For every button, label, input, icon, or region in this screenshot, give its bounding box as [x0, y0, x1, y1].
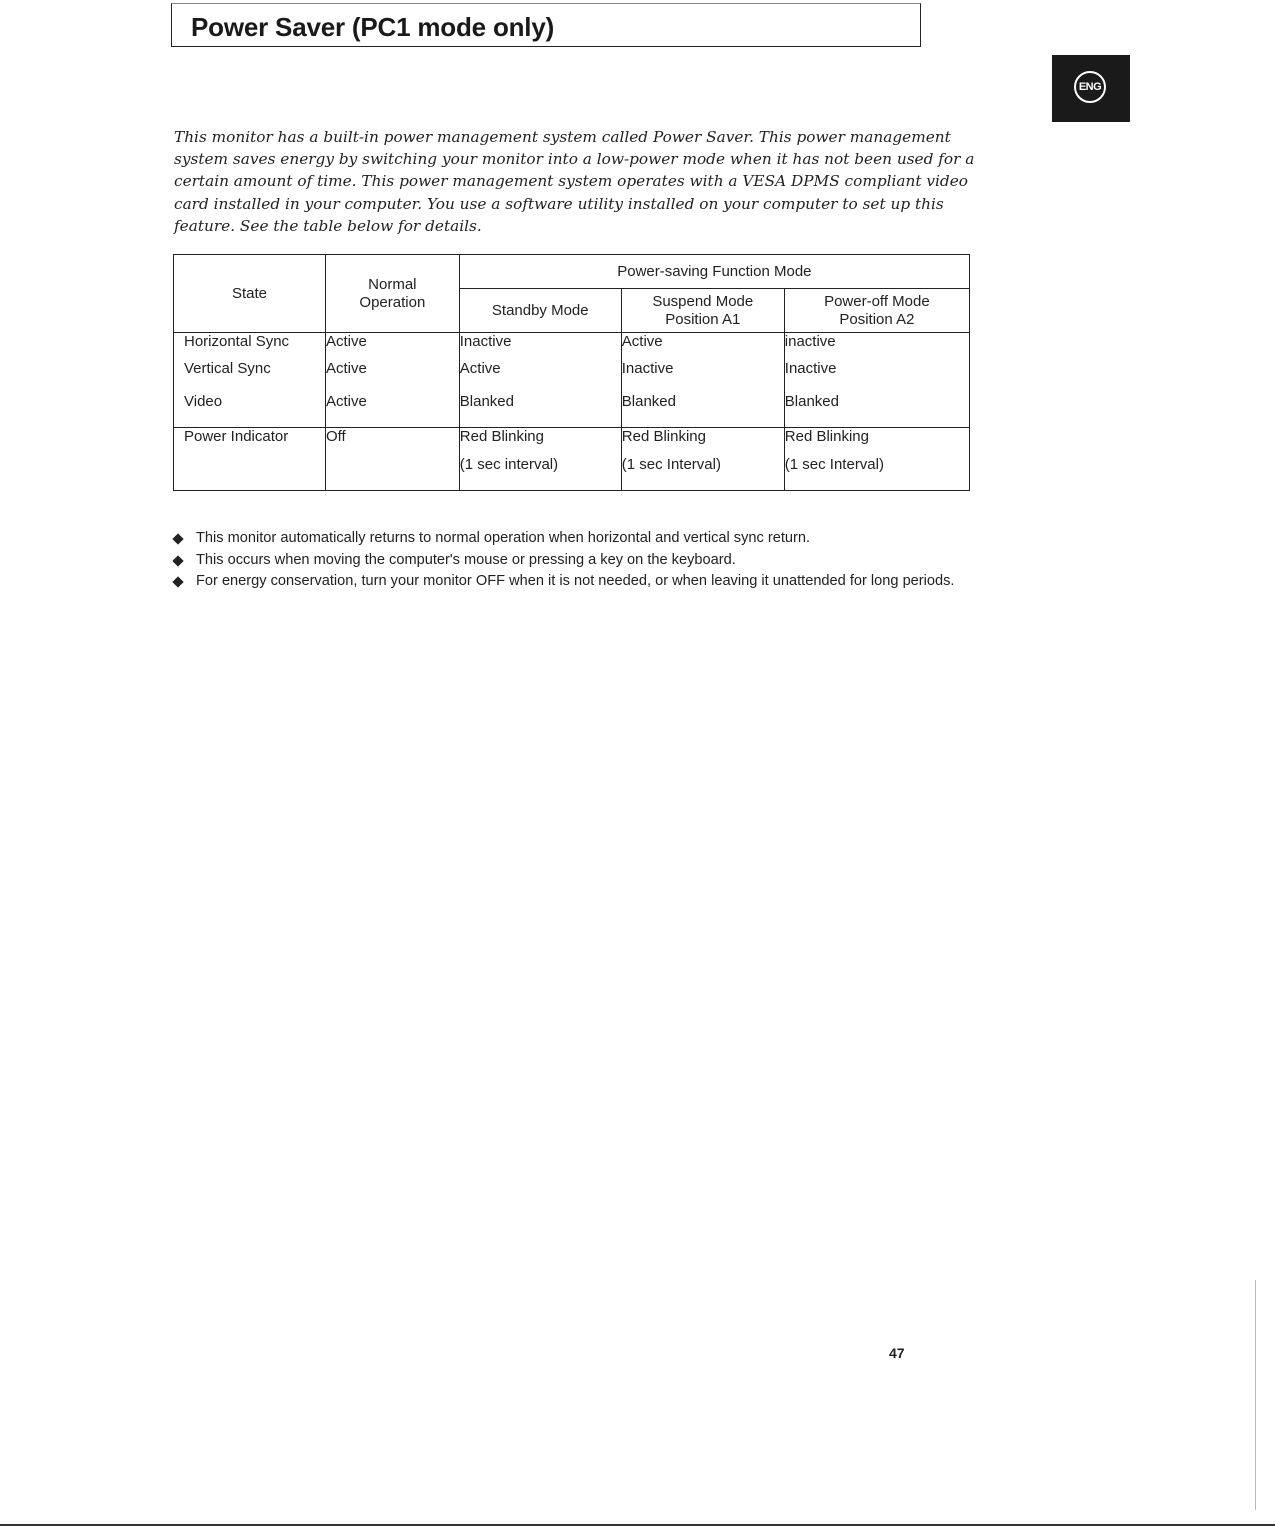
eng-badge: ENG [1074, 71, 1106, 103]
diamond-bullet-icon [172, 533, 183, 544]
page-title: Power Saver (PC1 mode only) [191, 12, 555, 42]
table-cell: Vertical Sync [174, 360, 326, 393]
table-cell: Inactive [621, 360, 784, 393]
table-cell: Off [325, 428, 459, 457]
diamond-bullet-icon [172, 555, 183, 566]
table-cell: (1 sec Interval) [621, 456, 784, 491]
header-normal-operation: Normal Operation [325, 255, 459, 333]
table-cell: Blanked [784, 393, 969, 428]
table-row [174, 393, 970, 428]
table-cell: Red Blinking [459, 428, 621, 457]
table-cell: Red Blinking [621, 428, 784, 457]
diamond-bullet-icon [172, 576, 183, 587]
table-row [174, 360, 970, 393]
table-cell: Inactive [784, 360, 969, 393]
table-cell: Horizontal Sync [174, 333, 326, 361]
table-cell: Active [621, 333, 784, 361]
table-cell: Active [459, 360, 621, 393]
table-cell: Power Indicator [174, 428, 326, 457]
table-cell [174, 456, 326, 491]
table-cell: (1 sec Interval) [784, 456, 969, 491]
language-tab [1052, 55, 1130, 122]
table-cell: inactive [784, 333, 969, 361]
table-cell: (1 sec interval) [459, 456, 621, 491]
table-cell: Red Blinking [784, 428, 969, 457]
header-standby: Standby Mode [459, 289, 621, 333]
page-number: 47 [889, 1345, 905, 1361]
header-power-saving-group: Power-saving Function Mode [459, 255, 969, 289]
table-row [174, 456, 970, 491]
table-cell: Active [325, 360, 459, 393]
header-suspend: Suspend Mode Position A1 [621, 289, 784, 333]
table-cell: Inactive [459, 333, 621, 361]
bottom-divider [0, 1524, 1275, 1526]
intro-paragraph: This monitor has a built-in power management system called Power Saver. This power management system saves energy by switching your monitor into a low-power mode when it has not been used for a certain amount of time. This power management system operates with a VESA DPMS compliant video card installed in your computer. You use a software utility installed on your computer to set up this feature. See the table below for details. [174, 128, 975, 235]
table-cell [325, 456, 459, 491]
list-item: This monitor automatically returns to normal operation when horizontal and vertical sync return. [174, 528, 974, 550]
title-box [171, 3, 921, 47]
notes-list [174, 528, 974, 593]
header-state: State [174, 255, 326, 333]
margin-line [1255, 1280, 1256, 1510]
list-item: For energy conservation, turn your monitor OFF when it is not needed, or when leaving it unattended for long periods. [174, 571, 974, 593]
table-cell: Blanked [459, 393, 621, 428]
power-saver-table [173, 254, 970, 491]
table-row [174, 333, 970, 361]
table-cell: Video [174, 393, 326, 428]
table-cell: Blanked [621, 393, 784, 428]
list-item: This occurs when moving the computer's mouse or pressing a key on the keyboard. [174, 550, 974, 572]
table-cell: Active [325, 333, 459, 361]
header-power-off: Power-off Mode Position A2 [784, 289, 969, 333]
table-row [174, 428, 970, 457]
table-cell: Active [325, 393, 459, 428]
